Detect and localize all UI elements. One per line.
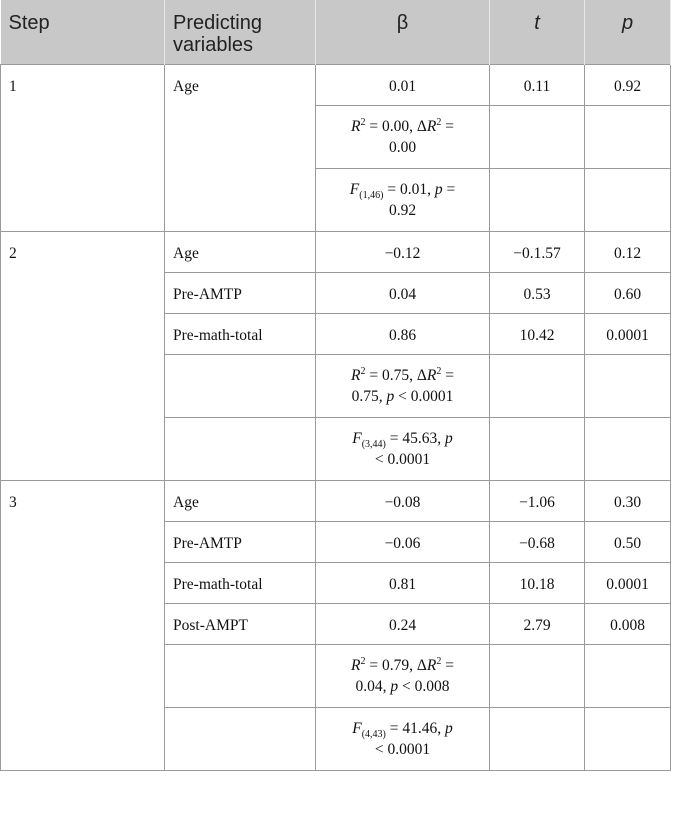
t-cell: 0.53	[490, 272, 585, 313]
variable-cell: Pre-AMTP	[165, 272, 316, 313]
header-step: Step	[1, 0, 165, 64]
p-cell: 0.0001	[585, 313, 671, 354]
variable-cell: Pre-AMTP	[165, 521, 316, 562]
table-row	[1, 480, 671, 521]
t-cell: 10.42	[490, 313, 585, 354]
t-cell: 0.11	[490, 64, 585, 105]
r-squared-cell: $R^2 = 0.75$, $\Delta R^2$ = 0.75, p < 0.0001	[316, 354, 490, 417]
beta-cell: −0.12	[316, 231, 490, 272]
beta-cell: 0.24	[316, 603, 490, 644]
p-cell: 0.60	[585, 272, 671, 313]
p-cell: 0.30	[585, 480, 671, 521]
header-beta: β	[316, 0, 490, 64]
p-cell: 0.12	[585, 231, 671, 272]
beta-cell: −0.08	[316, 480, 490, 521]
header-t: t	[490, 0, 585, 64]
variable-cell: Post-AMPT	[165, 603, 316, 644]
variable-cell: Age	[165, 480, 316, 521]
t-cell: 2.79	[490, 603, 585, 644]
beta-cell: 0.86	[316, 313, 490, 354]
f-stat-cell: $F_{(3,44)} = 45.63$, p < 0.0001	[316, 417, 490, 480]
beta-cell: −0.06	[316, 521, 490, 562]
variable-cell: Age	[165, 64, 316, 231]
t-cell: −1.06	[490, 480, 585, 521]
header-row	[1, 0, 671, 64]
table-row	[1, 231, 671, 272]
r-squared-cell: $R^2 = 0.00$, $\Delta R^2$ = 0.00	[316, 105, 490, 168]
header-p: p	[585, 0, 671, 64]
t-cell: 10.18	[490, 562, 585, 603]
header-predicting-variables: Predicting variables	[165, 0, 316, 64]
variable-cell: Pre-math-total	[165, 562, 316, 603]
variable-cell: Pre-math-total	[165, 313, 316, 354]
beta-cell: 0.04	[316, 272, 490, 313]
table-row	[1, 64, 671, 105]
step-cell: 3	[1, 480, 165, 770]
p-cell: 0.0001	[585, 562, 671, 603]
p-cell: 0.008	[585, 603, 671, 644]
beta-cell: 0.81	[316, 562, 490, 603]
f-stat-cell: $F_{(1,46)} = 0.01$, p = 0.92	[316, 168, 490, 231]
p-cell: 0.92	[585, 64, 671, 105]
r-squared-cell: $R^2 = 0.79$, $\Delta R^2$ = 0.04, p < 0.008	[316, 644, 490, 707]
variable-cell: Age	[165, 231, 316, 272]
f-stat-cell: $F_{(4,43)} = 41.46$, p < 0.0001	[316, 707, 490, 770]
step-cell: 1	[1, 64, 165, 231]
t-cell: −0.1.57	[490, 231, 585, 272]
beta-cell: 0.01	[316, 64, 490, 105]
p-cell: 0.50	[585, 521, 671, 562]
step-cell: 2	[1, 231, 165, 480]
t-cell: −0.68	[490, 521, 585, 562]
